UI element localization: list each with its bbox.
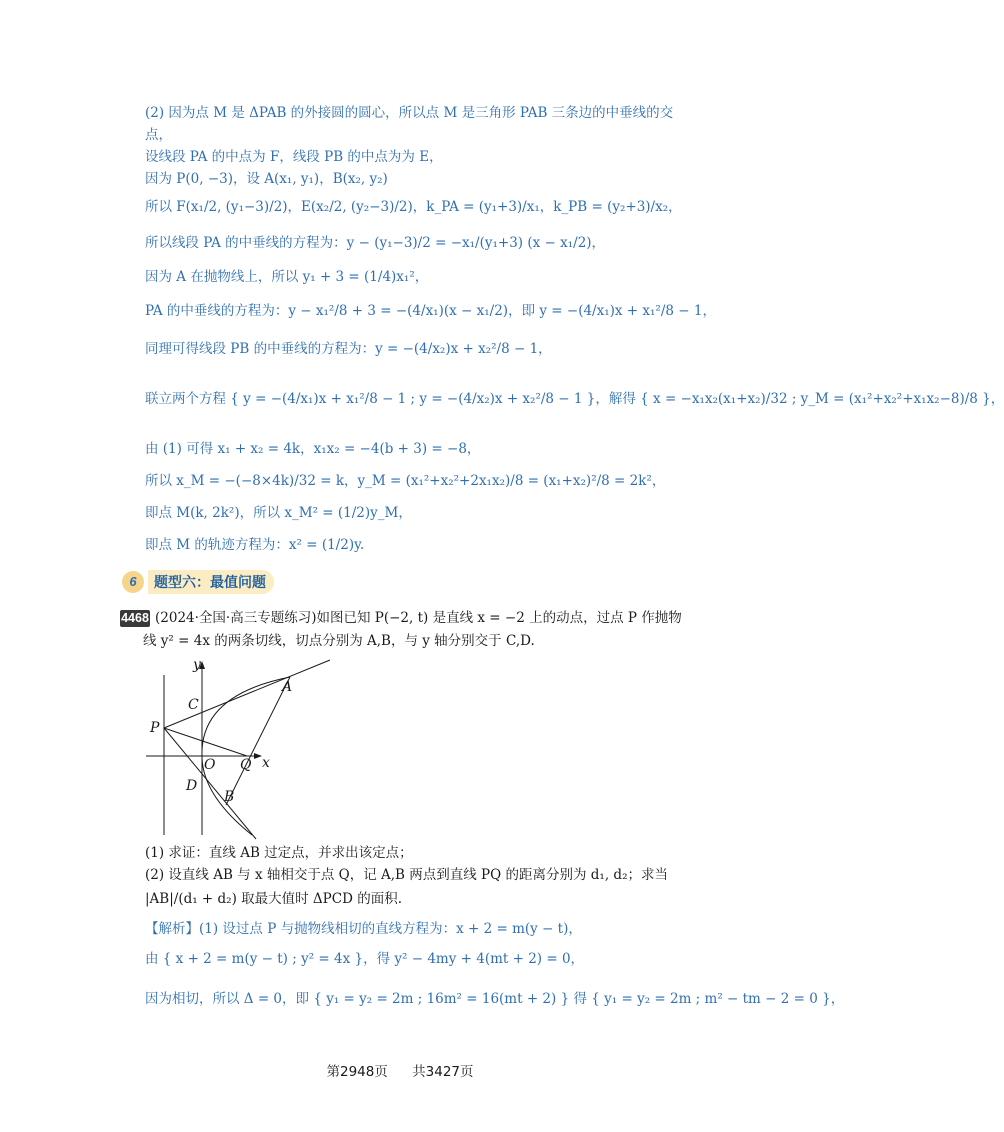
section-header: [122, 570, 274, 594]
solution-line: 即点 M 的轨迹方程为：x² = (1/2)y.: [145, 537, 365, 553]
label-x: x: [262, 755, 270, 771]
section-title: 题型六：最值问题: [148, 570, 274, 594]
solution-line: 由 (1) 可得 x₁ + x₂ = 4k，x₁x₂ = −4(b + 3) = −8，: [145, 441, 481, 457]
solution-line: 所以 F(x₁/2, (y₁−3)/2)，E(x₂/2, (y₂−3)/2)，k_PA = (y₁+3)/x₁，k_PB = (y₂+3)/x₂，: [145, 199, 682, 215]
tangent-line-PB: [164, 728, 256, 839]
tangent-line-PA: [164, 660, 330, 728]
solution-line: 所以线段 PA 的中垂线的方程为：y − (y₁−3)/2 = −x₁/(y₁+3) (x − x₁/2)，: [145, 235, 606, 251]
solution-line: (2) 因为点 M 是 ΔPAB 的外接圆的圆心，所以点 M 是三角形 PAB 三条边的中垂线的交: [145, 105, 674, 121]
page-footer: [0, 1060, 800, 1080]
label-B: B: [224, 789, 235, 805]
part-line: |AB|/(d₁ + d₂) 取最大值时 ΔPCD 的面积.: [145, 891, 403, 907]
label-A: A: [282, 679, 293, 695]
solution-line: 所以 x_M = −(−8×4k)/32 = k，y_M = (x₁²+x₂²+2x₁x₂)/8 = (x₁+x₂)²/8 = 2k²，: [145, 473, 666, 489]
part-line: (2) 设直线 AB 与 x 轴相交于点 Q，记 A,B 两点到直线 PQ 的距离分别为 d₁, d₂；求当: [145, 867, 668, 883]
page-number: 第2948页: [326, 1064, 388, 1080]
total-pages: 共3427页: [412, 1064, 474, 1080]
solution-line: 因为 P(0, −3)，设 A(x₁, y₁)，B(x₂, y₂): [145, 171, 388, 187]
question-number: 4468: [121, 611, 149, 625]
solution-line: 因为 A 在抛物线上，所以 y₁ + 3 = (1/4)x₁²，: [145, 269, 429, 285]
label-C: C: [188, 697, 199, 713]
part-line: (1) 求证：直线 AB 过定点，并求出该定点；: [145, 845, 413, 861]
question-text-line2: 线 y² = 4x 的两条切线，切点分别为 A,B，与 y 轴分别交于 C,D.: [143, 633, 535, 649]
label-y: y: [193, 657, 201, 673]
label-O: O: [204, 757, 216, 773]
label-Q: Q: [240, 757, 252, 773]
parabola-tangent-figure: [140, 655, 340, 840]
solution-line: 同理可得线段 PB 的中垂线的方程为：y = −(4/x₂)x + x₂²/8 − 1，: [145, 341, 552, 357]
analysis-line: 【解析】(1) 设过点 P 与抛物线相切的直线方程为：x + 2 = m(y − t)，: [145, 921, 582, 937]
solution-line: 点，: [145, 127, 172, 143]
x-axis-arrow: [254, 753, 262, 759]
question-text-line1: (2024·全国·高三专题练习)如图已知 P(−2, t) 是直线 x = −2 上的动点，过点 P 作抛物: [155, 610, 682, 626]
label-P: P: [150, 720, 160, 736]
solution-line: 即点 M(k, 2k²)，所以 x_M² = (1/2)y_M，: [145, 505, 412, 521]
section-number-badge: 6: [122, 571, 144, 593]
solution-line: PA 的中垂线的方程为：y − x₁²/8 + 3 = −(4/x₁)(x − x₁/2)，即 y = −(4/x₁)x + x₁²/8 − 1，: [145, 303, 716, 319]
solution-line: 联立两个方程 { y = −(4/x₁)x + x₁²/8 − 1 ; y = −(4/x₂)x + x₂²/8 − 1 }，解得 { x = −x₁x₂(x₁+x₂)/32 ; y_M = (x₁²+x₂²+x₁x₂−8)/8 }，: [145, 391, 1004, 407]
label-D: D: [186, 778, 198, 794]
analysis-line: 由 { x + 2 = m(y − t) ; y² = 4x }，得 y² − 4my + 4(mt + 2) = 0，: [145, 951, 585, 967]
solution-line: 设线段 PA 的中点为 F，线段 PB 的中点为为 E，: [145, 149, 443, 165]
analysis-line: 因为相切，所以 Δ = 0，即 { y₁ = y₂ = 2m ; 16m² = 16(mt + 2) } 得 { y₁ = y₂ = 2m ; m² − tm − 2 = 0 }，: [145, 991, 845, 1007]
